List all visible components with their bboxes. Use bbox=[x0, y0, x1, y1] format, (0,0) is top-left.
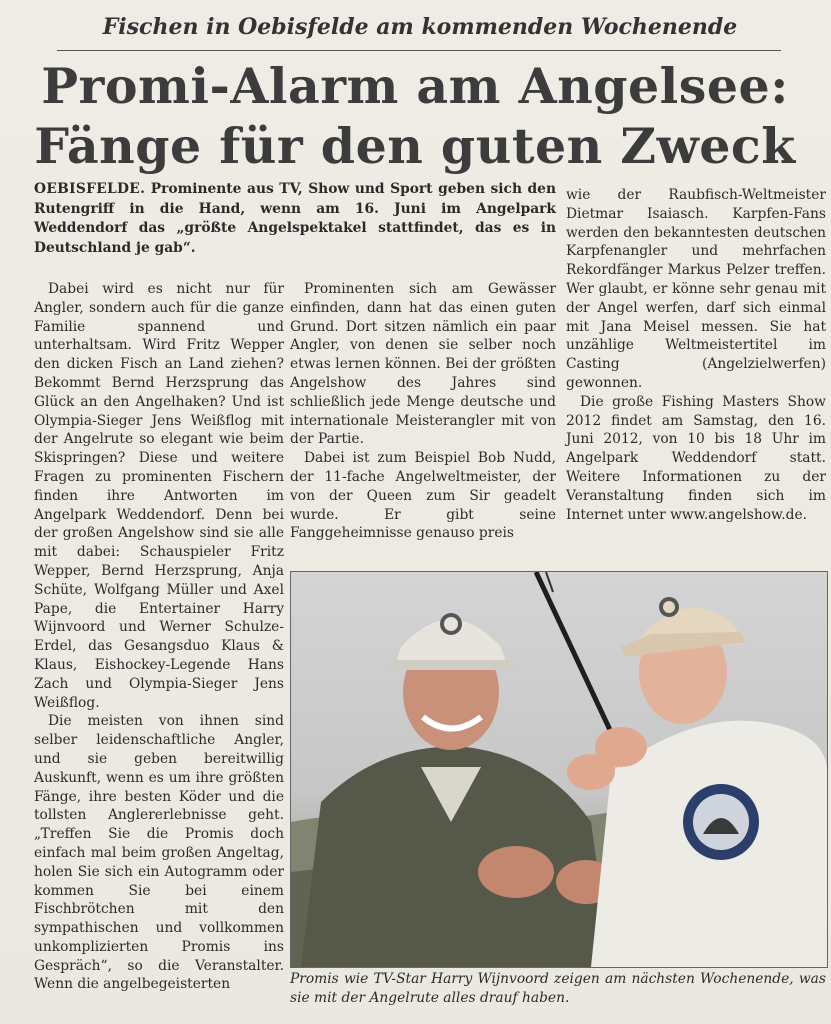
headline-line-2: Fänge für den guten Zweck bbox=[34, 117, 796, 175]
article-kicker: Fischen in Oebisfelde am kommenden Wochenende bbox=[102, 14, 738, 40]
column-3-paragraph-2: Die große Fishing Masters Show 2012 findet am Samstag, den 16. Juni 2012, von 10 bis 18 Uhr im Angelpark Weddendorf statt. Weitere Informationen zu der Veranstaltung finden sich im Internet unter www.angelshow.de. bbox=[566, 393, 826, 523]
column-1-paragraph-2: Die meisten von ihnen sind selber leidenschaftliche Angler, und sie geben bereitwillig Auskunft, wenn es um ihre größten Fänge, ihre besten Köder und die tollsten Anglererlebnisse geht. „Treffen Sie die Promis doch einfach mal beim großen Angeltag, holen Sie sich ein Autogramm oder kommen Sie bei einem Fischbrötchen mit den sympathischen und vollkommen unkomplizierten Promis ins Gespräch“, so die Veranstalter. Wenn die angelbegeisterten bbox=[34, 713, 284, 993]
article-column-3 bbox=[566, 186, 826, 524]
photo-caption: Promis wie TV-Star Harry Wijnvoord zeigen am nächsten Wochenende, was sie mit der Angelrute alles drauf haben. bbox=[290, 971, 826, 1006]
column-2-paragraph-1: Prominenten sich am Gewässer einfinden, dann hat das einen guten Grund. Dort sitzen nämlich ein paar Angler, von denen sie selber noch etwas lernen können. Bei der größten Angelshow des Jahres sind schließlich jede Menge deutsche und internationale Meisterangler mit von der Partie. bbox=[290, 281, 556, 448]
anglers-photo-illustration bbox=[291, 572, 827, 967]
kicker-divider bbox=[57, 50, 781, 51]
article-photo bbox=[290, 571, 828, 968]
column-1-paragraph-1: Dabei wird es nicht nur für Angler, sondern auch für die ganze Familie spannend und unterhaltsam. Wird Fritz Wepper den dicken Fisch an Land ziehen? Bekommt Bernd Herzsprung das Glück an den Angelhaken? Und ist Olympia-Sieger Jens Weißflog mit der Angelrute so elegant wie beim Skispringen? Diese und weitere Fragen zu prominenten Fischern finden ihre Antworten im Angelpark Weddendorf. Denn bei der großen Angelshow sind sie alle mit dabei: Schauspieler Fritz Wepper, Bernd Herzsprung, Anja Schüte, Wolfgang Müller und Axel Pape, die Entertainer Harry Wijnvoord und Werner Schulze-Erdel, das Gesangsduo Klaus & Klaus, Eishockey-Legende Hans Zach und Olympia-Sieger Jens Weißflog. bbox=[34, 281, 284, 711]
column-3-paragraph-1: wie der Raubfisch-Weltmeister Dietmar Isaiasch. Karpfen-Fans werden den bekanntesten deutschen Karpfenangler und mehrfachen Rekordfänger Markus Pelzer treffen. Wer glaubt, er könne sehr genau mit der Angel werfen, darf sich einmal mit Jana Meisel messen. Sie hat unzählige Weltmeistertitel im Casting (Angelzielwerfen) gewonnen. bbox=[566, 187, 826, 391]
column-2-paragraph-2: Dabei ist zum Beispiel Bob Nudd, der 11-fache Angelweltmeister, der von der Queen zum Sir geadelt wurde. Er gibt seine Fanggeheimnisse genauso preis bbox=[290, 450, 556, 542]
article-headline bbox=[20, 56, 810, 176]
article-column-1 bbox=[34, 280, 284, 994]
lead-text: Prominente aus TV, Show und Sport geben sich den Rutengriff in die Hand, wenn am 16. Juni im Angelpark Weddendorf das „größte Angelspektakel stattfindet, das es in Deutschland je gab“. bbox=[34, 181, 556, 256]
lead-dateline: OEBISFELDE. bbox=[34, 181, 146, 197]
article-lead bbox=[34, 180, 556, 258]
article-column-2 bbox=[290, 280, 556, 543]
headline-line-1: Promi-Alarm am Angelsee: bbox=[41, 57, 789, 115]
